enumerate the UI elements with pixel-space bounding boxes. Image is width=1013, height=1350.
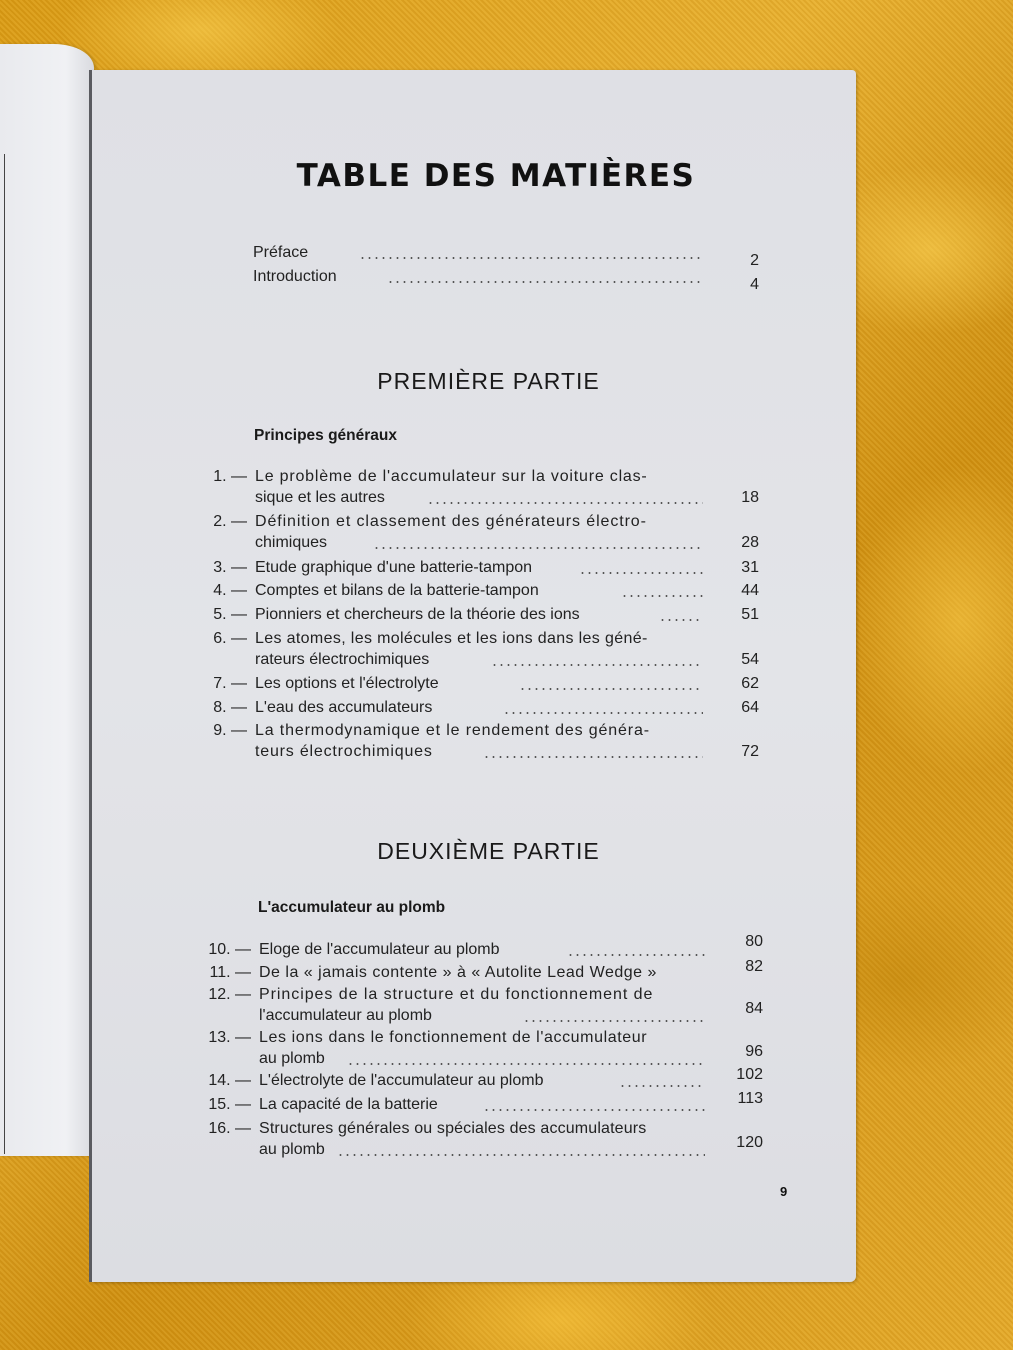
part-heading-text: DEUXIÈME PARTIE (377, 838, 600, 864)
chapter-number: 7. — (213, 675, 247, 692)
chapter-number: 14. — (208, 1072, 251, 1089)
chapter-number: 5. — (213, 606, 247, 623)
leader-dots (483, 1109, 705, 1111)
chapter-page: 51 (741, 606, 759, 623)
chapter-title-line: Le problème de l'accumulateur sur la voiture clas- (255, 468, 648, 485)
page-title-text: TABLE DES MATIÈRES (296, 158, 696, 194)
leader-dots (523, 1020, 705, 1022)
chapter-number: 12. — (208, 986, 251, 1003)
leader-dots (427, 502, 703, 504)
chapter-title-line: sique et les autres (255, 489, 385, 506)
left-page-ruled-frame (0, 154, 5, 1154)
chapter-page: 102 (736, 1066, 763, 1083)
chapter-title-line: Les atomes, les molécules et les ions dans les géné- (255, 630, 648, 647)
chapter-title-line: Définition et classement des générateurs électro- (255, 513, 647, 530)
leader-dots (567, 954, 705, 956)
leader-dots (347, 1063, 705, 1065)
chapter-title-line: La thermodynamique et le rendement des généra- (255, 722, 650, 739)
part-subheading-2: L'accumulateur au plomb (258, 899, 446, 916)
leader-dots (373, 547, 703, 549)
leader-dots (621, 595, 703, 597)
chapter-page: 120 (736, 1134, 763, 1151)
chapter-title-line: chimiques (255, 534, 328, 551)
chapter-title-line: L'électrolyte de l'accumulateur au plomb (259, 1072, 544, 1089)
part-subheading-1: Principes généraux (254, 427, 398, 444)
leader-dots (387, 281, 701, 283)
chapter-title-line: La capacité de la batterie (259, 1096, 438, 1113)
chapter-title-line: De la « jamais contente » à « Autolite Lead Wedge » (259, 964, 657, 981)
chapter-number: 16. — (208, 1120, 251, 1137)
chapter-title-line: Les options et l'électrolyte (255, 675, 439, 692)
chapter-title-line: au plomb (259, 1141, 325, 1158)
chapter-page: 62 (741, 675, 759, 692)
chapter-page: 44 (741, 582, 759, 599)
leader-dots (619, 1085, 705, 1087)
chapter-title-line: L'eau des accumulateurs (255, 699, 433, 716)
page-number: 9 (780, 1184, 788, 1199)
part-heading-text: PREMIÈRE PARTIE (377, 368, 600, 394)
chapter-page: 72 (741, 743, 759, 760)
chapter-number: 2. — (213, 513, 247, 530)
toc-entry-label: Introduction (253, 268, 337, 285)
leader-dots (659, 619, 703, 621)
chapter-page: 80 (745, 933, 763, 950)
chapter-page: 84 (745, 1000, 763, 1017)
chapter-title-line: rateurs électrochimiques (255, 651, 430, 668)
part-heading-1 (91, 368, 856, 395)
leader-dots (491, 664, 703, 666)
chapter-title-line: Eloge de l'accumulateur au plomb (259, 941, 500, 958)
chapter-number: 9. — (213, 722, 247, 739)
part-heading-2 (91, 838, 856, 865)
chapter-page: 96 (745, 1043, 763, 1060)
page-title (91, 158, 856, 194)
left-page-edge (0, 44, 94, 1156)
chapter-number: 11. — (209, 964, 251, 981)
chapter-page: 31 (741, 559, 759, 576)
book-spine-gutter (89, 70, 92, 1282)
leader-dots (519, 688, 703, 690)
chapter-title-line: Etude graphique d'une batterie-tampon (255, 559, 533, 576)
chapter-number: 6. — (213, 630, 247, 647)
chapter-title-line: Pionniers et chercheurs de la théorie des ions (255, 606, 580, 623)
chapter-number: 3. — (213, 559, 247, 576)
chapter-title-line: Comptes et bilans de la batterie-tampon (255, 582, 539, 599)
chapter-number: 13. — (208, 1029, 251, 1046)
leader-dots (503, 712, 703, 714)
chapter-title-line: teurs électrochimiques (255, 743, 433, 760)
leader-dots (483, 756, 703, 758)
leader-dots (337, 1154, 705, 1156)
chapter-page: 28 (741, 534, 759, 551)
chapter-page: 113 (737, 1090, 763, 1107)
toc-entry-label: Préface (253, 244, 309, 261)
chapter-page: 82 (745, 958, 763, 975)
chapter-page: 54 (741, 651, 759, 668)
leader-dots (579, 572, 703, 574)
chapter-number: 15. — (208, 1096, 251, 1113)
toc-entry-page: 4 (750, 276, 759, 293)
chapter-number: 10. — (208, 941, 251, 958)
leader-dots (359, 257, 701, 259)
chapter-title-line: Principes de la structure et du fonctionnement de (259, 986, 654, 1003)
chapter-number: 8. — (213, 699, 247, 716)
chapter-title-line: Structures générales ou spéciales des accumulateurs (259, 1120, 647, 1137)
toc-entry-page: 2 (750, 252, 759, 269)
toc-page (91, 70, 856, 1282)
chapter-page: 18 (741, 489, 759, 506)
chapter-title-line: au plomb (259, 1050, 325, 1067)
chapter-page: 64 (741, 699, 759, 716)
chapter-title-line: Les ions dans le fonctionnement de l'accumulateur (259, 1029, 648, 1046)
chapter-title-line: l'accumulateur au plomb (259, 1007, 432, 1024)
chapter-number: 1. — (213, 468, 247, 485)
chapter-number: 4. — (213, 582, 247, 599)
